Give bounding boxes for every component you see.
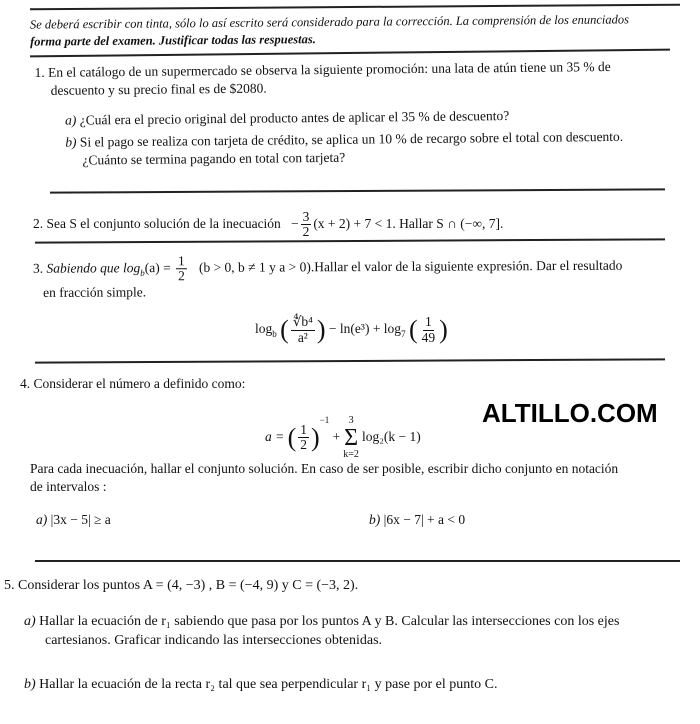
question-number: 5. bbox=[4, 578, 15, 593]
lhs: a = bbox=[265, 429, 285, 444]
item-text: |3x − 5| ≥ a bbox=[50, 512, 111, 527]
item-text: ¿Cuál era el precio original del producto antes de aplicar el 35 % de descuento? bbox=[79, 108, 510, 128]
item-4a bbox=[36, 512, 111, 528]
question-text: Para cada inecuación, hallar el conjunto solución. En caso de ser posible, escribir dicho conjunto en notación bbox=[30, 461, 619, 476]
denominator: 2 bbox=[178, 268, 185, 284]
instructions-line-2: forma parte del examen. Justificar todas las respuestas. bbox=[30, 32, 316, 49]
divider bbox=[30, 49, 670, 57]
item-text: Hallar la ecuación de r₁ sabiendo que pasa por los puntos A y B. Calcular las intersecciones con los ejes bbox=[39, 614, 620, 629]
expression: − ln(e³) + log bbox=[328, 321, 402, 337]
question-text: de intervalos : bbox=[30, 479, 107, 494]
paren: ) bbox=[316, 315, 326, 344]
item-4b bbox=[369, 512, 465, 528]
item-text: cartesianos. Graficar indicando las intersecciones obtenidas. bbox=[45, 633, 383, 648]
numerator: 1 bbox=[300, 422, 308, 438]
exam-instructions bbox=[30, 11, 629, 50]
question-text: Considerar los puntos A = (4, −3) , B = (−4, 9) y C = (−3, 2). bbox=[18, 578, 359, 593]
question-4 bbox=[20, 376, 245, 392]
divider bbox=[50, 188, 665, 193]
item-label: b) bbox=[65, 134, 77, 150]
term: log₂(k − 1) bbox=[361, 429, 421, 444]
question-text: Sea S el conjunto solución de la inecuación bbox=[46, 215, 281, 231]
numerator: 3 bbox=[302, 209, 310, 224]
divider bbox=[30, 4, 680, 10]
denominator: 49 bbox=[421, 329, 436, 345]
denominator: 2 bbox=[300, 437, 308, 453]
log-expression bbox=[255, 315, 448, 345]
subscript: b bbox=[140, 267, 145, 278]
exponent: −1 bbox=[319, 415, 330, 425]
fraction bbox=[176, 254, 187, 283]
subscript: 7 bbox=[401, 328, 406, 339]
question-text: Sabiendo que log bbox=[46, 260, 141, 276]
denominator: 2 bbox=[302, 224, 310, 240]
fraction bbox=[291, 315, 315, 344]
sigma: Σ bbox=[344, 424, 359, 451]
numerator: ∜b⁴ bbox=[292, 314, 313, 330]
question-5 bbox=[4, 578, 358, 594]
summation bbox=[343, 416, 359, 460]
question-text: descuento y su precio final es de $2080. bbox=[50, 80, 267, 98]
item-text: Hallar la ecuación de la recta r₂ tal que sea perpendicular r₁ y pase por el punto C. bbox=[39, 677, 498, 692]
question-text: En el catálogo de un supermercado se observa la siguiente promoción: una lata de atún tiene un 35 % de bbox=[47, 58, 611, 80]
question-number: 4. bbox=[20, 376, 31, 391]
question-number: 3. bbox=[32, 260, 44, 276]
paren: ) bbox=[439, 315, 448, 344]
upper-limit: 3 bbox=[348, 414, 354, 426]
question-text: (a) = bbox=[144, 260, 171, 276]
question-4-instructions bbox=[30, 460, 618, 496]
paren: ( bbox=[280, 315, 289, 344]
item-label: a) bbox=[24, 614, 36, 629]
question-1 bbox=[34, 58, 623, 170]
watermark-logo: ALTILLO.COM bbox=[482, 398, 658, 428]
item-label: b) bbox=[369, 512, 381, 527]
question-number: 2. bbox=[33, 215, 44, 231]
numerator: 1 bbox=[176, 254, 187, 269]
item-5b bbox=[24, 677, 498, 693]
a-definition bbox=[265, 415, 421, 460]
item-label: b) bbox=[24, 677, 36, 692]
lower-limit: k=2 bbox=[343, 448, 359, 460]
fraction bbox=[301, 210, 312, 239]
paren: ( bbox=[287, 422, 297, 452]
item-label: a) bbox=[64, 112, 77, 128]
fraction bbox=[420, 315, 438, 344]
item-5a bbox=[24, 612, 619, 650]
divider bbox=[35, 358, 665, 363]
item-text: Si el pago se realiza con tarjeta de crédito, se aplica un 10 % de recargo sobre el total con descuento. bbox=[79, 128, 624, 150]
paren: ) bbox=[311, 422, 320, 452]
item-text: |6x − 7| + a < 0 bbox=[383, 512, 466, 527]
numerator: 1 bbox=[424, 314, 432, 330]
question-text: (b > 0, b ≠ 1 y a > 0).Hallar el valor de la siguiente expresión. Dar el resultado bbox=[198, 257, 623, 275]
denominator: a² bbox=[297, 329, 308, 345]
paren: ( bbox=[408, 315, 418, 344]
log: log bbox=[255, 321, 273, 337]
subscript: b bbox=[272, 328, 277, 339]
question-text: Considerar el número a definido como: bbox=[33, 376, 246, 391]
plus: + bbox=[332, 429, 341, 444]
divider bbox=[35, 560, 680, 562]
item-label: a) bbox=[36, 512, 48, 527]
inequation: (x + 2) + 7 < 1. Hallar S ∩ (−∞, 7]. bbox=[313, 215, 504, 231]
fraction bbox=[298, 423, 309, 452]
question-3 bbox=[33, 252, 623, 302]
minus-sign: − bbox=[290, 215, 299, 231]
question-text: en fracción simple. bbox=[43, 284, 147, 301]
question-2 bbox=[33, 210, 503, 239]
instructions-line-1: Se deberá escribir con tinta, sólo lo así escrito será considerado para la corrección. La comprensión de los enunciados bbox=[29, 12, 629, 32]
item-text: ¿Cuánto se termina pagando en total con tarjeta? bbox=[82, 149, 346, 168]
question-number: 1. bbox=[34, 64, 45, 81]
